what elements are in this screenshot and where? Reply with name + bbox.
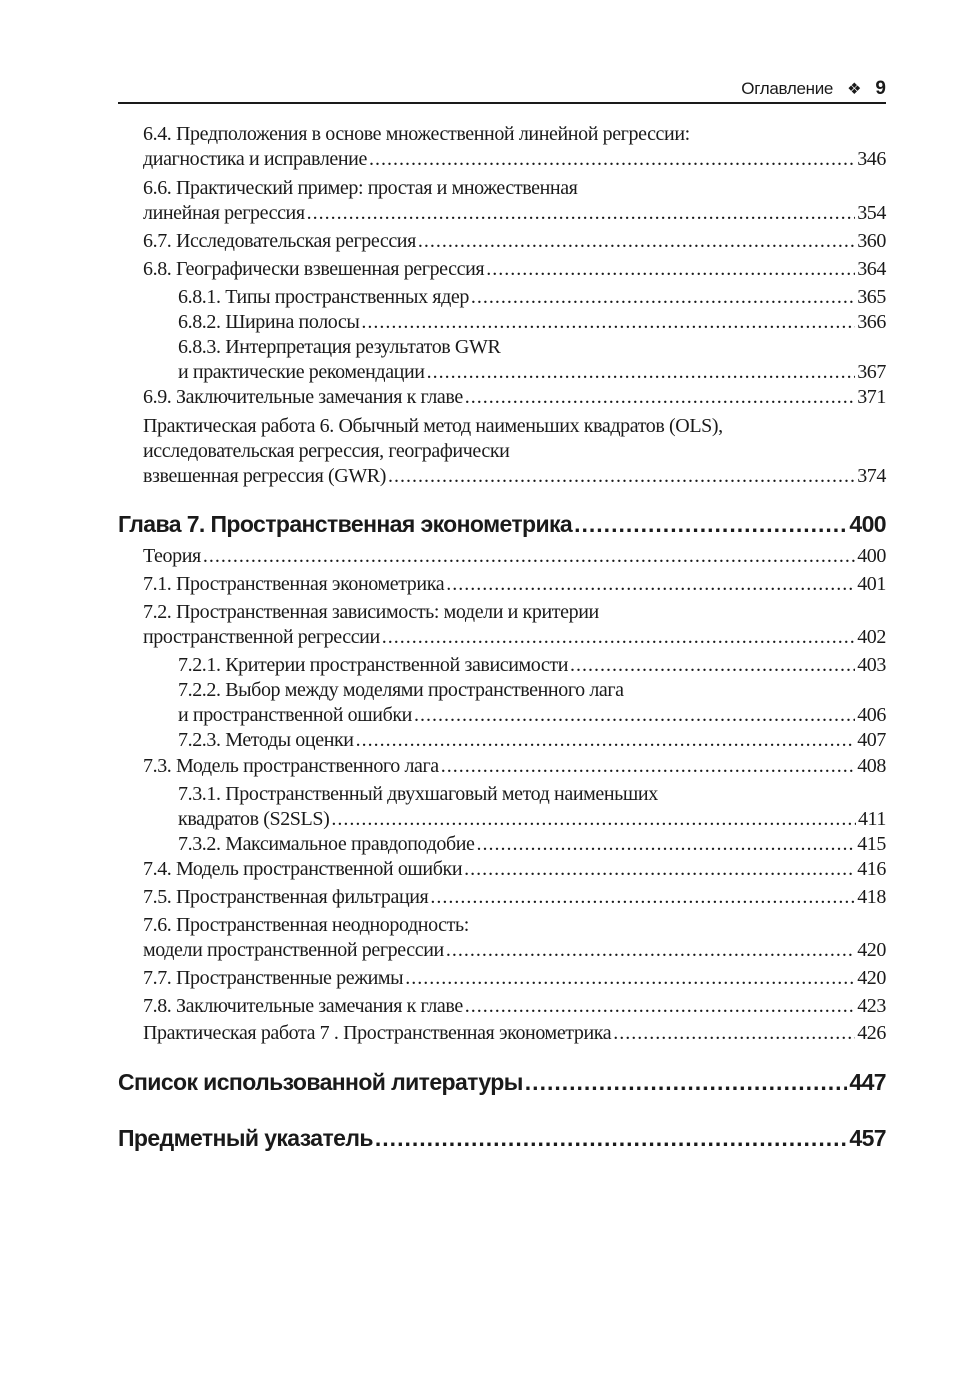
dot-leader bbox=[356, 728, 856, 753]
entry-last-line bbox=[143, 966, 886, 991]
toc-entry[interactable] bbox=[118, 728, 886, 753]
entry-last-line bbox=[143, 229, 886, 254]
entry-title-line: 6.6. Практический пример: простая и множественная bbox=[143, 177, 578, 199]
dot-leader bbox=[446, 572, 855, 597]
entry-page-number: 402 bbox=[857, 626, 886, 648]
entry-title-line: 7.3.1. Пространственный двухшаговый метод наименьших bbox=[178, 783, 658, 805]
dot-leader bbox=[405, 966, 855, 991]
entry-title: 7.3. Модель пространственного лага bbox=[143, 755, 439, 777]
entry-page-number: 426 bbox=[857, 1022, 886, 1044]
entry-page-number: 408 bbox=[857, 755, 886, 777]
toc-entry[interactable] bbox=[118, 600, 886, 650]
toc-entry[interactable] bbox=[118, 913, 886, 963]
entry-last-line bbox=[143, 201, 886, 226]
running-header bbox=[118, 76, 886, 104]
toc-entry[interactable] bbox=[118, 414, 886, 489]
entry-last-line bbox=[178, 807, 886, 832]
toc-entry[interactable] bbox=[118, 572, 886, 597]
toc-entry[interactable] bbox=[118, 229, 886, 254]
entry-last-line bbox=[178, 703, 886, 728]
entry-title-line: 6.8.3. Интерпретация результатов GWR bbox=[178, 336, 501, 358]
dot-leader bbox=[465, 385, 855, 410]
entry-page-number: 367 bbox=[857, 361, 886, 383]
dot-leader bbox=[382, 625, 855, 650]
entry-last-line bbox=[178, 653, 886, 678]
entry-last-line bbox=[143, 994, 886, 1019]
entry-last-line bbox=[118, 1123, 886, 1153]
entry-title: 6.9. Заключительные замечания к главе bbox=[143, 386, 463, 408]
entry-last-line bbox=[178, 832, 886, 857]
entry-page-number: 457 bbox=[849, 1125, 886, 1151]
dot-leader bbox=[574, 509, 847, 539]
entry-title-line: Практическая работа 6. Обычный метод наименьших квадратов (OLS), bbox=[143, 415, 723, 437]
entry-last-line bbox=[143, 464, 886, 489]
toc-entry[interactable] bbox=[118, 310, 886, 335]
dot-leader bbox=[418, 229, 855, 254]
entry-page-number: 400 bbox=[849, 511, 886, 537]
toc-entry[interactable] bbox=[118, 885, 886, 910]
toc-chapter-entry[interactable] bbox=[118, 509, 886, 539]
entry-title: и практические рекомендации bbox=[178, 361, 425, 383]
dot-leader bbox=[361, 310, 855, 335]
entry-page-number: 360 bbox=[857, 230, 886, 252]
entry-page-number: 411 bbox=[857, 808, 886, 830]
dot-leader bbox=[486, 257, 855, 282]
entry-title: Глава 7. Пространственная эконометрика bbox=[118, 511, 573, 537]
toc-entry[interactable] bbox=[118, 1021, 886, 1046]
entry-page-number: 371 bbox=[857, 386, 886, 408]
ornament-icon: ❖ bbox=[847, 81, 862, 98]
entry-page-number: 401 bbox=[857, 573, 886, 595]
dot-leader bbox=[441, 754, 855, 779]
toc-entry[interactable] bbox=[118, 966, 886, 991]
entry-title: модели пространственной регрессии bbox=[143, 939, 444, 961]
toc-entry[interactable] bbox=[118, 335, 886, 385]
entry-last-line bbox=[143, 544, 886, 569]
entry-title: линейная регрессия bbox=[143, 202, 305, 224]
toc-entry[interactable] bbox=[118, 678, 886, 728]
toc-entry[interactable] bbox=[118, 285, 886, 310]
entry-title-line: 7.2.2. Выбор между моделями пространственного лага bbox=[178, 679, 624, 701]
entry-page-number: 447 bbox=[849, 1069, 886, 1095]
entry-last-line bbox=[178, 310, 886, 335]
entry-page-number: 420 bbox=[857, 967, 886, 989]
entry-last-line bbox=[143, 885, 886, 910]
dot-leader bbox=[331, 807, 856, 832]
dot-leader bbox=[613, 1021, 855, 1046]
toc-entry[interactable] bbox=[118, 122, 886, 172]
entry-title: 7.1. Пространственная эконометрика bbox=[143, 573, 445, 595]
entry-last-line bbox=[143, 385, 886, 410]
entry-last-line bbox=[178, 360, 886, 385]
toc-entry[interactable] bbox=[118, 857, 886, 882]
toc-entry[interactable] bbox=[118, 782, 886, 832]
dot-leader bbox=[471, 285, 855, 310]
entry-page-number: 406 bbox=[857, 704, 886, 726]
entry-page-number: 407 bbox=[857, 729, 886, 751]
toc-entry[interactable] bbox=[118, 754, 886, 779]
entry-title: 7.3.2. Максимальное правдоподобие bbox=[178, 833, 475, 855]
dot-leader bbox=[446, 938, 855, 963]
entry-title: 6.8.1. Типы пространственных ядер bbox=[178, 286, 469, 308]
entry-page-number: 420 bbox=[857, 939, 886, 961]
entry-page-number: 400 bbox=[857, 545, 886, 567]
entry-title: 7.8. Заключительные замечания к главе bbox=[143, 995, 463, 1017]
toc-entry[interactable] bbox=[118, 653, 886, 678]
entry-page-number: 374 bbox=[857, 465, 886, 487]
entry-last-line bbox=[143, 938, 886, 963]
entry-title: 7.7. Пространственные режимы bbox=[143, 967, 404, 989]
toc-entry[interactable] bbox=[118, 994, 886, 1019]
dot-leader bbox=[375, 1123, 848, 1153]
entry-title: и пространственной ошибки bbox=[178, 704, 412, 726]
entry-title: 6.7. Исследовательская регрессия bbox=[143, 230, 416, 252]
entry-title: квадратов (S2SLS) bbox=[178, 808, 330, 830]
toc-chapter-entry[interactable] bbox=[118, 1067, 886, 1097]
entry-title: Практическая работа 7 . Пространственная эконометрика bbox=[143, 1022, 612, 1044]
entry-title-line: 7.6. Пространственная неоднородность: bbox=[143, 914, 469, 936]
toc-entry[interactable] bbox=[118, 544, 886, 569]
dot-leader bbox=[369, 147, 855, 172]
entry-title: 7.5. Пространственная фильтрация bbox=[143, 886, 429, 908]
dot-leader bbox=[388, 464, 855, 489]
entry-page-number: 364 bbox=[857, 258, 886, 280]
entry-page-number: 418 bbox=[857, 886, 886, 908]
entry-page-number: 416 bbox=[857, 858, 886, 880]
dot-leader bbox=[427, 360, 856, 385]
entry-last-line bbox=[143, 857, 886, 882]
entry-title-line: исследовательская регрессия, географически bbox=[143, 440, 510, 462]
entry-last-line bbox=[118, 509, 886, 539]
entry-last-line bbox=[178, 285, 886, 310]
entry-page-number: 346 bbox=[857, 148, 886, 170]
entry-last-line bbox=[143, 625, 886, 650]
dot-leader bbox=[203, 544, 855, 569]
running-header-title: Оглавление bbox=[741, 79, 834, 98]
entry-title-line: 7.2. Пространственная зависимость: модели и критерии bbox=[143, 601, 599, 623]
dot-leader bbox=[464, 857, 855, 882]
entry-title: пространственной регрессии bbox=[143, 626, 380, 648]
toc-entry[interactable] bbox=[118, 176, 886, 226]
toc-entry[interactable] bbox=[118, 257, 886, 282]
entry-title: 7.2.3. Методы оценки bbox=[178, 729, 354, 751]
entry-title: Предметный указатель bbox=[118, 1125, 373, 1151]
toc-entry[interactable] bbox=[118, 832, 886, 857]
entry-title: диагностика и исправление bbox=[143, 148, 367, 170]
dot-leader bbox=[414, 703, 855, 728]
entry-last-line bbox=[143, 572, 886, 597]
dot-leader bbox=[465, 994, 855, 1019]
entry-page-number: 365 bbox=[857, 286, 886, 308]
entry-title: Список использованной литературы bbox=[118, 1069, 523, 1095]
dot-leader bbox=[430, 885, 855, 910]
entry-page-number: 403 bbox=[857, 654, 886, 676]
entry-title: 7.4. Модель пространственной ошибки bbox=[143, 858, 463, 880]
entry-title: 7.2.1. Критерии пространственной зависимости bbox=[178, 654, 569, 676]
dot-leader bbox=[477, 832, 856, 857]
dot-leader bbox=[570, 653, 855, 678]
entry-page-number: 366 bbox=[857, 311, 886, 333]
entry-last-line bbox=[143, 257, 886, 282]
entry-last-line bbox=[178, 728, 886, 753]
entry-last-line bbox=[143, 1021, 886, 1046]
entry-title-line: 6.4. Предположения в основе множественной линейной регрессии: bbox=[143, 123, 690, 145]
entry-title: Теория bbox=[143, 545, 201, 567]
toc-chapter-entry[interactable] bbox=[118, 1123, 886, 1153]
entry-title: 6.8.2. Ширина полосы bbox=[178, 311, 360, 333]
toc-entry[interactable] bbox=[118, 385, 886, 410]
entry-title: взвешенная регрессия (GWR) bbox=[143, 465, 386, 487]
table-of-contents bbox=[118, 122, 886, 1153]
dot-leader bbox=[525, 1067, 848, 1097]
dot-leader bbox=[307, 201, 856, 226]
entry-last-line bbox=[143, 147, 886, 172]
entry-page-number: 354 bbox=[857, 202, 886, 224]
entry-page-number: 415 bbox=[857, 833, 886, 855]
entry-title: 6.8. Географически взвешенная регрессия bbox=[143, 258, 485, 280]
entry-last-line bbox=[143, 754, 886, 779]
entry-last-line bbox=[118, 1067, 886, 1097]
page-number: 9 bbox=[875, 78, 886, 99]
entry-page-number: 423 bbox=[857, 995, 886, 1017]
